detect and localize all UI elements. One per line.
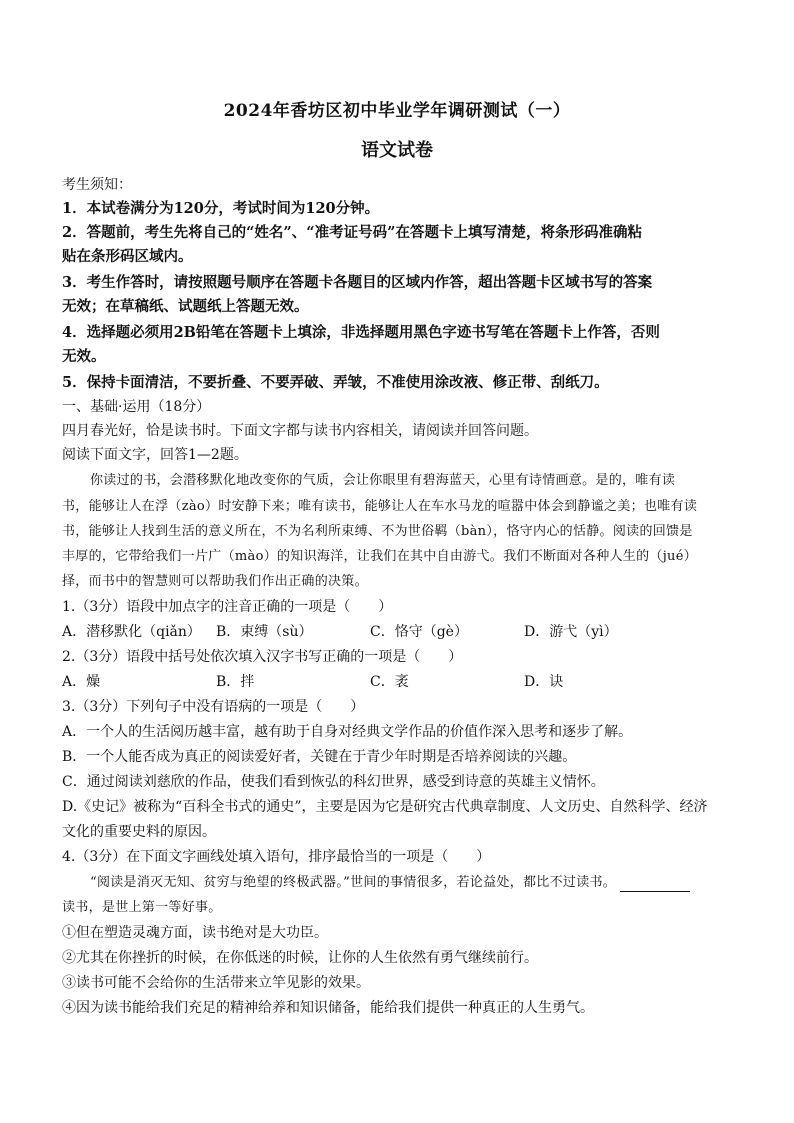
passage-line: 你读过的书，会潜移默化地改变你的气质，会让你眼里有碧海蓝天，心里有诗情画意。是的，唯有读 (90, 473, 676, 488)
q4-quote-cont: 读书，是世上第一等好事。 (62, 900, 222, 915)
q4-quote-text: “阅读是消灭无知、贫穷与绝望的终极武器。”世间的事情很多，若论益处，都比不过读书。 (90, 875, 617, 890)
notice-item: 5．保持卡面清洁，不要折叠、不要弄破、弄皱，不准使用涂改液、修正带、刮纸刀。 (62, 374, 609, 391)
question-3-stem: 3.（3分）下列句子中没有语病的一项是（ ） (62, 699, 365, 715)
notice-item: 无效；在草稿纸、试题纸上答题无效。 (62, 298, 309, 315)
notice-item: 3．考生作答时，请按照题号顺序在答题卡各题目的区域内作答，超出答题卡区域书写的答案 (62, 274, 653, 291)
q4-quote (90, 874, 690, 892)
section-heading: 一、基础·运用（18分） (62, 399, 211, 415)
question-4-stem: 4.（3分）在下面文字画线处填入语句，排序最恰当的一项是（ ） (62, 849, 491, 865)
passage-line: 书，能够让人找到生活的意义所在，不为名利所束缚、不为世俗羁（bàn），恪守内心的恬静。阅读的回馈是 (62, 524, 693, 539)
q3-option-d-cont: 文化的重要史料的原因。 (62, 824, 216, 840)
answer-blank (620, 877, 690, 892)
q1-option-d: D．游弋（yì） (524, 624, 618, 640)
q1-option-b: B．束缚（sù） (216, 624, 313, 640)
passage-line: 书，能够让人在浮（zào）时安静下来；唯有读书，能够让人在车水马龙的喧嚣中体会到静谧之美；也唯有读 (62, 499, 698, 514)
q4-item: ②尤其在你挫折的时候，在你低迷的时候，让你的人生依然有勇气继续前行。 (62, 950, 538, 966)
q3-option-c: C．通过阅读刘慈欣的作品，使我们看到恢弘的科幻世界，感受到诗意的英雄主义情怀。 (62, 774, 605, 790)
q2-option-c: C．袤 (370, 674, 409, 690)
q3-option-d: D.《史记》被称为“百科全书式的通史”，主要是因为它是研究古代典章制度、人文历史、自然科学、经济 (62, 799, 708, 815)
question-2-stem: 2.（3分）语段中括号处依次填入汉字书写正确的一项是（ ） (62, 649, 463, 665)
notice-item: 贴在条形码区域内。 (62, 248, 193, 265)
notice-item: 2．答题前，考生先将自己的“姓名”、“准考证号码”在答题卡上填写清楚，将条形码准确粘 (62, 224, 642, 241)
question-1-stem: 1.（3分）语段中加点字的注音正确的一项是（ ） (62, 599, 393, 615)
q2-option-a: A．燥 (62, 674, 101, 690)
q1-option-a: A．潜移默化（qiǎn） (62, 624, 201, 640)
notice-item: 无效。 (62, 348, 106, 365)
q4-item: ①但在塑造灵魂方面，读书绝对是大功臣。 (62, 925, 328, 941)
exam-title: 2024年香坊区初中毕业学年调研测试（一） (223, 101, 571, 121)
passage-line: 择，而书中的智慧则可以帮助我们作出正确的决策。 (62, 574, 368, 589)
notice-item: 1．本试卷满分为120分，考试时间为120分钟。 (62, 200, 380, 217)
q2-option-d: D．诀 (524, 674, 564, 690)
q4-item: ③读书可能不会给你的生活带来立竿见影的效果。 (62, 975, 370, 991)
section-intro: 四月春光好，恰是读书时。下面文字都与读书内容相关，请阅读并回答问题。 (62, 423, 538, 439)
notice-item: 4．选择题必须用2B铅笔在答题卡上填涂，非选择题用黑色字迹书写笔在答题卡上作答，否则 (62, 324, 660, 341)
q3-option-b: B．一个人能否成为真正的阅读爱好者，关键在于青少年时期是否培养阅读的兴趣。 (62, 749, 577, 765)
passage-line: 丰厚的，它带给我们一片广（mào）的知识海洋，让我们在其中自由游弋。我们不断面对各种人生的（jué） (62, 549, 698, 564)
q4-item: ④因为读书能给我们充足的精神给养和知识储备，能给我们提供一种真正的人生勇气。 (62, 1000, 594, 1016)
q1-option-c: C．恪守（gè） (370, 624, 468, 640)
notice-heading: 考生须知： (62, 177, 132, 193)
reading-instruction: 阅读下面文字，回答1—2题。 (62, 447, 248, 463)
exam-subtitle: 语文试卷 (361, 140, 433, 161)
q2-option-b: B．拌 (216, 674, 255, 690)
q3-option-a: A．一个人的生活阅历越丰富，越有助于自身对经典文学作品的价值作深入思考和逐步了解。 (62, 724, 633, 740)
